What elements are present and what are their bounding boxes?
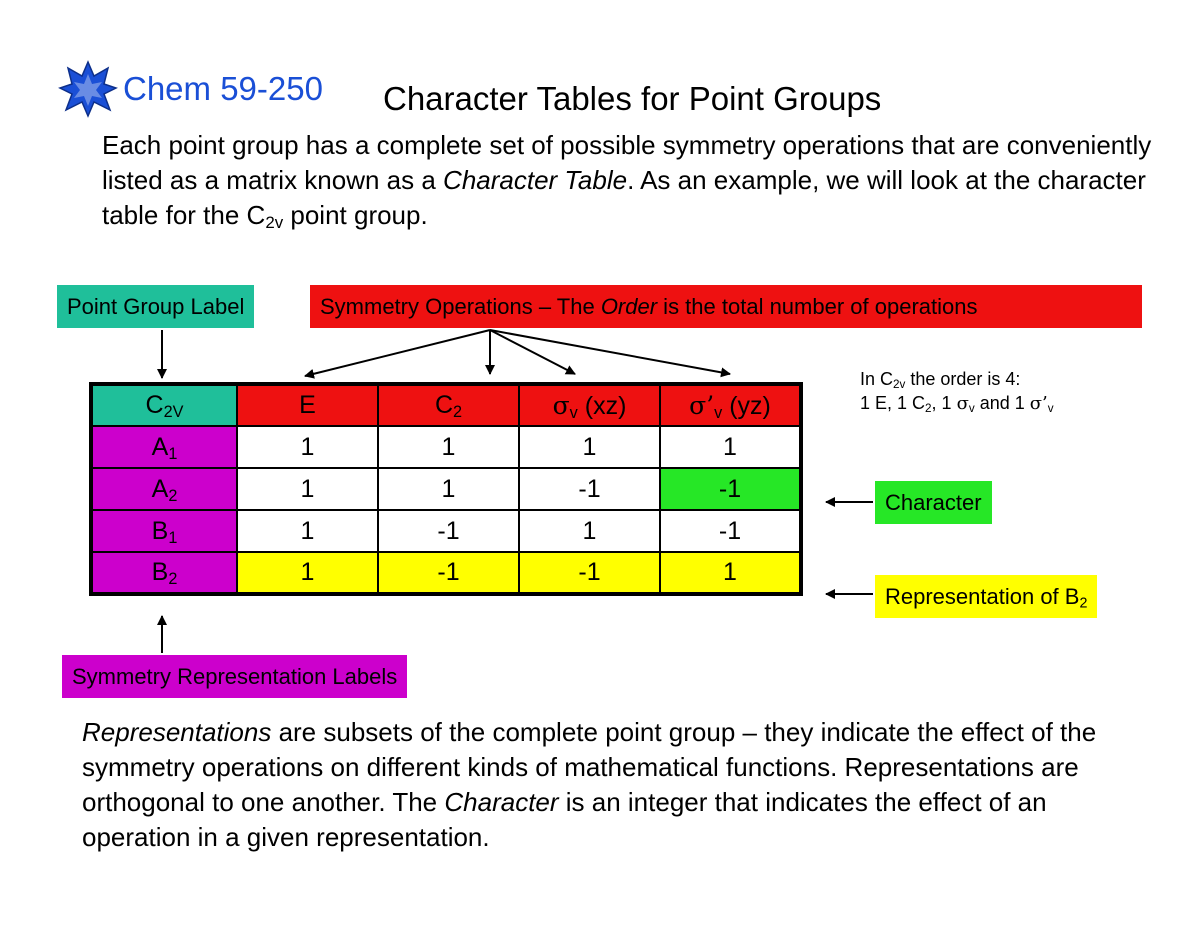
row-label-a1: $A_1$ bbox=[91, 426, 237, 468]
table-cell: 1 bbox=[519, 426, 660, 468]
table-cell: 1 bbox=[237, 552, 378, 594]
row-label-a2: $A_2$ bbox=[91, 468, 237, 510]
arrow-op-sv2 bbox=[490, 330, 730, 374]
intro-paragraph: Each point group has a complete set of possible symmetry operations that are conveniently listed as a matrix known as a Character Table. As an example, we will look at the character table for the $C_{2v}$ point group. bbox=[102, 130, 1152, 233]
table-cell: -1 bbox=[378, 552, 519, 594]
table-cell: -1 bbox=[378, 510, 519, 552]
closing-paragraph: Representations are subsets of the complete point group – they indicate the effect of the symmetry operations on different kinds of mathematical functions. Representations are orthogonal to one another. The Character is an integer that indicates the effect of an operation in a given representation. bbox=[82, 717, 1097, 852]
arrow-op-sv bbox=[490, 330, 575, 374]
table-cell: 1 bbox=[378, 468, 519, 510]
table-cell: 1 bbox=[237, 468, 378, 510]
symmetry-representation-labels-label: Symmetry Representation Labels bbox=[62, 655, 407, 698]
operation-c2-cell: $C_2$ bbox=[378, 384, 519, 426]
highlighted-character-cell: -1 bbox=[660, 468, 801, 510]
course-title: Chem 59-250 bbox=[123, 70, 323, 107]
page-title: Character Tables for Point Groups bbox=[383, 80, 882, 117]
row-label-b1: $B_1$ bbox=[91, 510, 237, 552]
table-cell: 1 bbox=[378, 426, 519, 468]
operation-e-cell: E bbox=[237, 384, 378, 426]
arrow-op-e bbox=[305, 330, 490, 376]
table-cell: -1 bbox=[519, 468, 660, 510]
character-label: Character bbox=[875, 481, 992, 524]
operation-sigma-v-prime-cell: $\sigma’_v$ (yz) bbox=[660, 384, 801, 426]
point-group-cell: $C_{2V}$ bbox=[91, 384, 237, 426]
table-cell: 1 bbox=[660, 426, 801, 468]
representation-label: Representation of $B_2$ bbox=[875, 575, 1097, 618]
table-cell: -1 bbox=[660, 510, 801, 552]
table-cell: 1 bbox=[519, 510, 660, 552]
point-group-label: Point Group Label bbox=[57, 285, 254, 328]
symmetry-operations-label: Symmetry Operations – The Order is the total number of operations bbox=[310, 285, 1142, 328]
table-cell: 1 bbox=[660, 552, 801, 594]
operation-sigma-v-cell: $\sigma_v$ (xz) bbox=[519, 384, 660, 426]
row-label-b2: $B_2$ bbox=[91, 552, 237, 594]
table-cell: 1 bbox=[237, 510, 378, 552]
table-cell: 1 bbox=[237, 426, 378, 468]
order-note: In $C_{2v}$ the order is 4: 1 E, 1 $C_2$, 1 $\sigma_v$ and 1 $\sigma’_v$ bbox=[860, 369, 1054, 415]
table-cell: -1 bbox=[519, 552, 660, 594]
